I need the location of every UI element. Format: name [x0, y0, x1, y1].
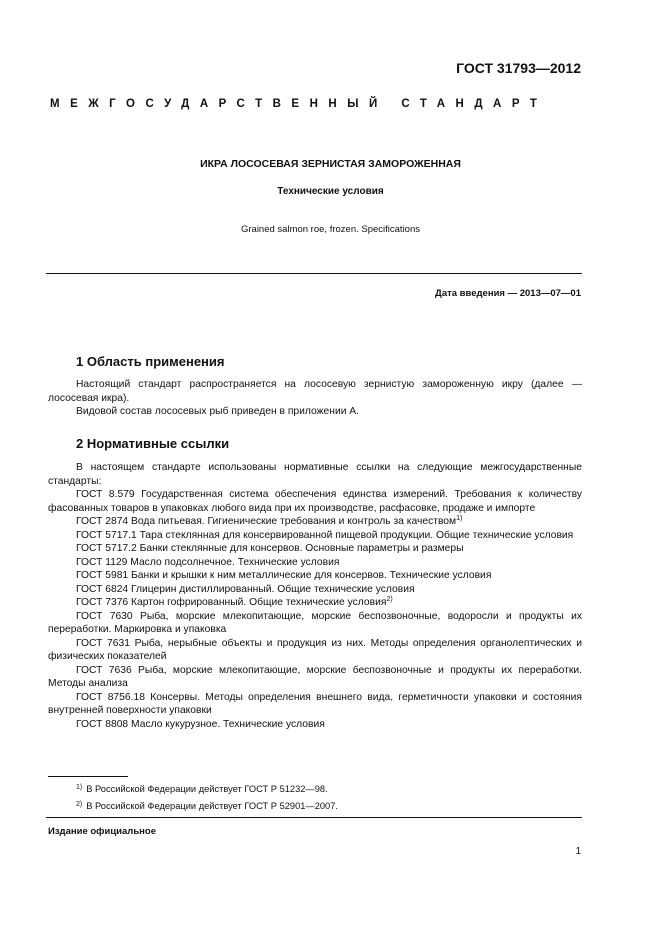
english-title: Grained salmon roe, frozen. Specifications — [240, 224, 420, 235]
document-subtitle: Технические условия — [277, 186, 384, 197]
footnote-ref: 2) — [386, 596, 393, 603]
introduction-date: Дата введения — 2013—07—01 — [435, 288, 581, 299]
reference-item: ГОСТ 7631 Рыба, нерыбные объекты и продукция из них. Методы определения органолептических и физических показателей — [48, 637, 582, 662]
reference-item: ГОСТ 7630 Рыба, морские млекопитающие, морские беспозвоночные, водоросли и продукты их переработки. Маркировка и упаковка — [48, 610, 582, 635]
edition-label: Издание официальное — [48, 826, 156, 837]
reference-item: ГОСТ 8756.18 Консервы. Методы определения внешнего вида, герметичности упаковки и состояния внутренней поверхности упаковки — [48, 691, 582, 716]
section-1-paragraph: Настоящий стандарт распространяется на лососевую зернистую замороженную икру (далее — лососевая икра). — [48, 379, 582, 404]
footnote-mark: 1) — [76, 784, 83, 791]
footnote-text: В Российской Федерации действует ГОСТ Р 52901—2007. — [86, 801, 338, 811]
page-number: 1 — [575, 846, 581, 857]
footnote-ref: 1) — [456, 515, 463, 522]
reference-item: ГОСТ 6824 Глицерин дистиллированный. Общие технические условия — [76, 583, 415, 595]
footnote-divider — [48, 776, 128, 777]
section-2-heading: 2 Нормативные ссылки — [76, 436, 230, 451]
footnote — [76, 801, 338, 811]
section-1-paragraph: Видовой состав лососевых рыб приведен в приложении А. — [76, 406, 360, 417]
section-1-heading: 1 Область применения — [76, 354, 225, 369]
document-code: ГОСТ 31793—2012 — [456, 60, 581, 76]
footnote-text: В Российской Федерации действует ГОСТ Р 51232—98. — [86, 784, 328, 794]
standard-kind: МЕЖГОСУДАРСТВЕННЫЙ СТАНДАРТ — [50, 98, 548, 110]
reference-item: ГОСТ 7376 Картон гофрированный. Общие технические условия$^{2)}$ — [76, 596, 393, 608]
footnote — [76, 784, 328, 794]
reference-item: ГОСТ 5717.1 Тара стеклянная для консервированной пищевой продукции. Общие технические условия — [76, 529, 574, 541]
reference-item: ГОСТ 1129 Масло подсолнечное. Технические условия — [76, 556, 340, 568]
reference-item: ГОСТ 5981 Банки и крышки к ним металлические для консервов. Технические условия — [76, 570, 492, 581]
edition-divider — [46, 817, 582, 818]
footnote-mark: 2) — [76, 801, 83, 808]
section-1-body — [48, 378, 582, 419]
document-title: ИКРА ЛОСОСЕВАЯ ЗЕРНИСТАЯ ЗАМОРОЖЕННАЯ — [200, 158, 461, 170]
reference-item: ГОСТ 5717.2 Банки стеклянные для консервов. Основные параметры и размеры — [76, 543, 464, 554]
reference-item: ГОСТ 7636 Рыба, морские млекопитающие, морские беспозвоночные и продукты их переработки. Методы анализа — [48, 664, 582, 689]
reference-item: ГОСТ 8.579 Государственная система обеспечения единства измерений. Требования к количеству фасованных товаров в упаковках любого вида при их производстве, расфасовке, продаже и импорте — [48, 489, 582, 514]
reference-item: ГОСТ 2874 Вода питьевая. Гигиенические требования и контроль за качеством$^{1)}$ — [76, 515, 463, 527]
title-divider — [46, 273, 582, 274]
section-2-body — [48, 461, 582, 731]
section-2-intro: В настоящем стандарте использованы нормативные ссылки на следующие межгосударственные стандарты: — [48, 462, 582, 487]
reference-item: ГОСТ 8808 Масло кукурузное. Технические условия — [76, 718, 325, 730]
